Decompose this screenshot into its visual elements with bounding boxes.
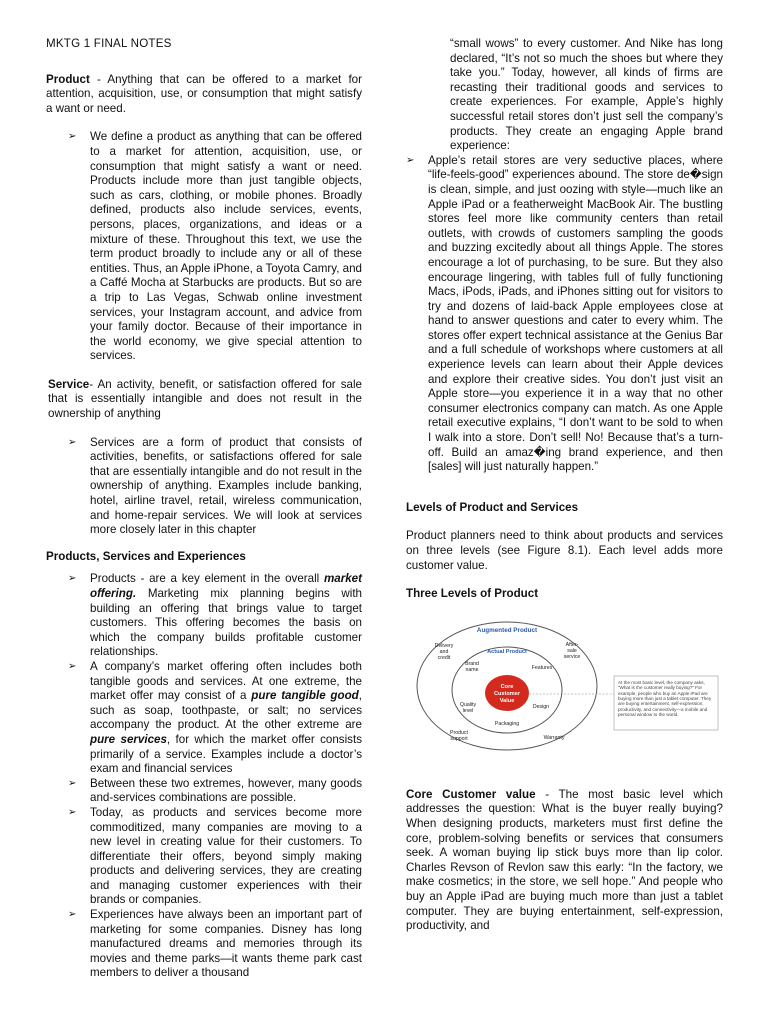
quality-label-2: level: [462, 707, 474, 714]
product-bullets: [46, 130, 362, 364]
pse-bullet-4: ➢ Today, as products and services become more commoditized, many companies are moving to a new level in creating value for their customers. To differentiate their offers, beyond simply making products and delivering services, they are creating and managing customer experiences with their brands or companies.: [90, 806, 362, 908]
left-column: [46, 37, 362, 981]
brand-label-2: name: [465, 666, 479, 673]
packaging-label: Packaging: [494, 720, 520, 727]
product-support-label-1: Product: [450, 729, 468, 736]
core-value-term: Core Customer value: [406, 787, 536, 801]
core-label-3: Value: [499, 697, 515, 704]
service-definition-text: - An activity, benefit, or satisfaction offered for sale that is essentially intangible and does not result in the ownership of anything: [48, 377, 362, 421]
apple-bullets: [384, 154, 723, 475]
after-sale-label-3: service: [563, 653, 581, 660]
document-title: MKTG 1 FINAL NOTES: [46, 37, 172, 50]
pse-bullet-1: ➢ Products - are a key element in the overall market offering. Marketing mix planning begins with building an offering that brings value to target customers. This offering becomes the basis on which the company builds profitable customer relationships.: [90, 572, 362, 660]
core-label-1: Core: [500, 683, 514, 690]
pse-bullet-3: ➢ Between these two extremes, however, many goods and-services combinations are possible.: [90, 777, 362, 806]
delivery-label-3: credit: [437, 654, 451, 661]
brand-label-1: Brand: [465, 660, 479, 667]
service-bullets: [46, 436, 362, 538]
core-label-2: Customer: [493, 690, 521, 697]
right-column: [406, 37, 723, 934]
pse-bullets: [46, 572, 362, 981]
pse-heading: Products, Services and Experiences: [46, 549, 246, 563]
product-definition-text: - Anything that can be offered to a market for attention, acquisition, use, or consumption that might satisfy a want or need.: [46, 72, 362, 115]
quality-label-1: Quality: [459, 701, 477, 708]
actual-label: Actual Product: [487, 648, 527, 655]
pure-services-term: pure services: [90, 732, 167, 746]
after-sale-label-1: After-: [565, 641, 579, 648]
features-label: Features: [531, 664, 553, 671]
apple-store-bullet: ➢ Apple’s retail stores are very seductive places, where “life-feels-good” experiences abound. The store de�sign is clean, simple, and just oozing with style—much like an Apple iPad or a featherweight MacBook Air. The bustling stores feel more like community centers than retail outlets, with crowds of customers sampling the goods and buzzing excitedly about all things Apple. The stores encourage a lot of purchasing, to be sure. But they also encourage lingering, with tables full of fully functioning Macs, iPods, iPads, and iPhones sitting out for visitors to try and dozens of laid-back Apple employees close at hand to answer questions and cater to every whim. The stores offer expert technical assistance at the Genius Bar and a full schedule of workshops where customers at all experience levels can learn about their Apple devices and explore their creative sides. You don’t just visit an Apple store—you experience it in a way that no other consumer electronics company can match. As one Apple retail executive explains, “I don’t want to be sold to when I walk into a store. Don’t sell! No! Because that’s a turn-off. Build an amaz�ing brand experience, and then [sales] will just naturally happen.”: [428, 154, 723, 475]
levels-heading: Levels of Product and Services: [406, 500, 579, 514]
continued-paragraph: “small wows” to every customer. And Nike has long declared, “It’s not so much the shoes but where they take you.” Today, however, all kinds of firms are recasting their traditional goods and services to create experiences. For example, Apple’s highly successful retail stores don’t just sell the company’s products. They create an engaging Apple brand experience:: [450, 37, 723, 153]
service-definition: [46, 378, 362, 422]
pure-tangible-good-term: pure tangible good: [251, 689, 359, 703]
after-sale-label-2: sale: [567, 647, 577, 654]
product-bullet: ➢ We define a product as anything that can be offered to a market for attention, acquisition, use, or consumption that might satisfy a want or need. Products include more than just tangible objects, such as cars, clothing, or mobile phones. Broadly defined, products also include services, events, persons, places, organizations, and ideas or a mixture of these. Throughout this text, we use the term product broadly to include any or all of these entities. Thus, an Apple iPhone, a Toyota Camry, and a Caffé Mocha at Starbucks are products. But so are a trip to Las Vegas, Schwab online investment services, your Instagram account, and advice from your family doctor. Because of their importance in the world economy, we give special attention to services.: [90, 130, 362, 364]
delivery-label-1: Delivery: [434, 642, 454, 649]
pse-bullet-2: ➢ A company’s market offering often includes both tangible goods and services. At one extreme, the market offer may consist of a pure tangible good, such as soap, toothpaste, or salt; no services accompany the product. At the other extreme are pure services, for which the market offer consists primarily of a service. Examples include a doctor’s exam and financial services: [90, 660, 362, 777]
product-definition: [46, 73, 362, 117]
product-support-label-2: support: [450, 735, 468, 742]
experience-continued: [406, 37, 723, 154]
service-term: Service: [48, 377, 90, 391]
core-value-paragraph: [406, 788, 723, 934]
market-offering-term: market offering.: [90, 572, 362, 600]
pse-bullet-5: ➢ Experiences have always been an important part of marketing for some companies. Disney has long manufactured dreams and memories through its movies and theme parks—it wants theme park cast members to deliver a thousand: [90, 908, 362, 981]
three-levels-figure: [406, 614, 723, 764]
design-label: Design: [532, 703, 550, 710]
levels-paragraph: Product planners need to think about products and services on three levels (see Figure 8.1). Each level adds more customer value.: [406, 529, 723, 572]
delivery-label-2: and: [439, 648, 449, 655]
service-bullet: ➢ Services are a form of product that consists of activities, benefits, or satisfactions offered for sale that are essentially intangible and do not result in the ownership of anything. Examples include banking, hotel, airline travel, retail, wireless communication, and home-repair services. We will look at services more closely later in this chapter: [90, 436, 362, 538]
product-term: Product: [46, 72, 90, 86]
warranty-label: Warranty: [543, 734, 565, 741]
augmented-label: Augmented Product: [476, 626, 538, 634]
three-levels-heading: Three Levels of Product: [406, 587, 539, 601]
callout-note: At the most basic level, the company asks, “What is the customer really buying?” For example, people who buy an Apple iPad are buying more than just a tablet computer. They are buying entertainment, self-expression, productivity, and connectivity—a mobile and personal window to the world.: [618, 679, 712, 718]
core-value-text: - The most basic level which addresses the question: What is the buyer really buying? When designing products, marketers must first define the core, problem-solving benefits or services that consumers seek. A woman buying lip stick buys more than lip color. Charles Revson of Revlon saw this early: “In the factory, we make cosmetics; in the store, we sell hope.” And people who buy an Apple iPad are buying much more than just a tablet computer. They are buying entertainment, self-expression, productivity, and: [406, 787, 723, 933]
